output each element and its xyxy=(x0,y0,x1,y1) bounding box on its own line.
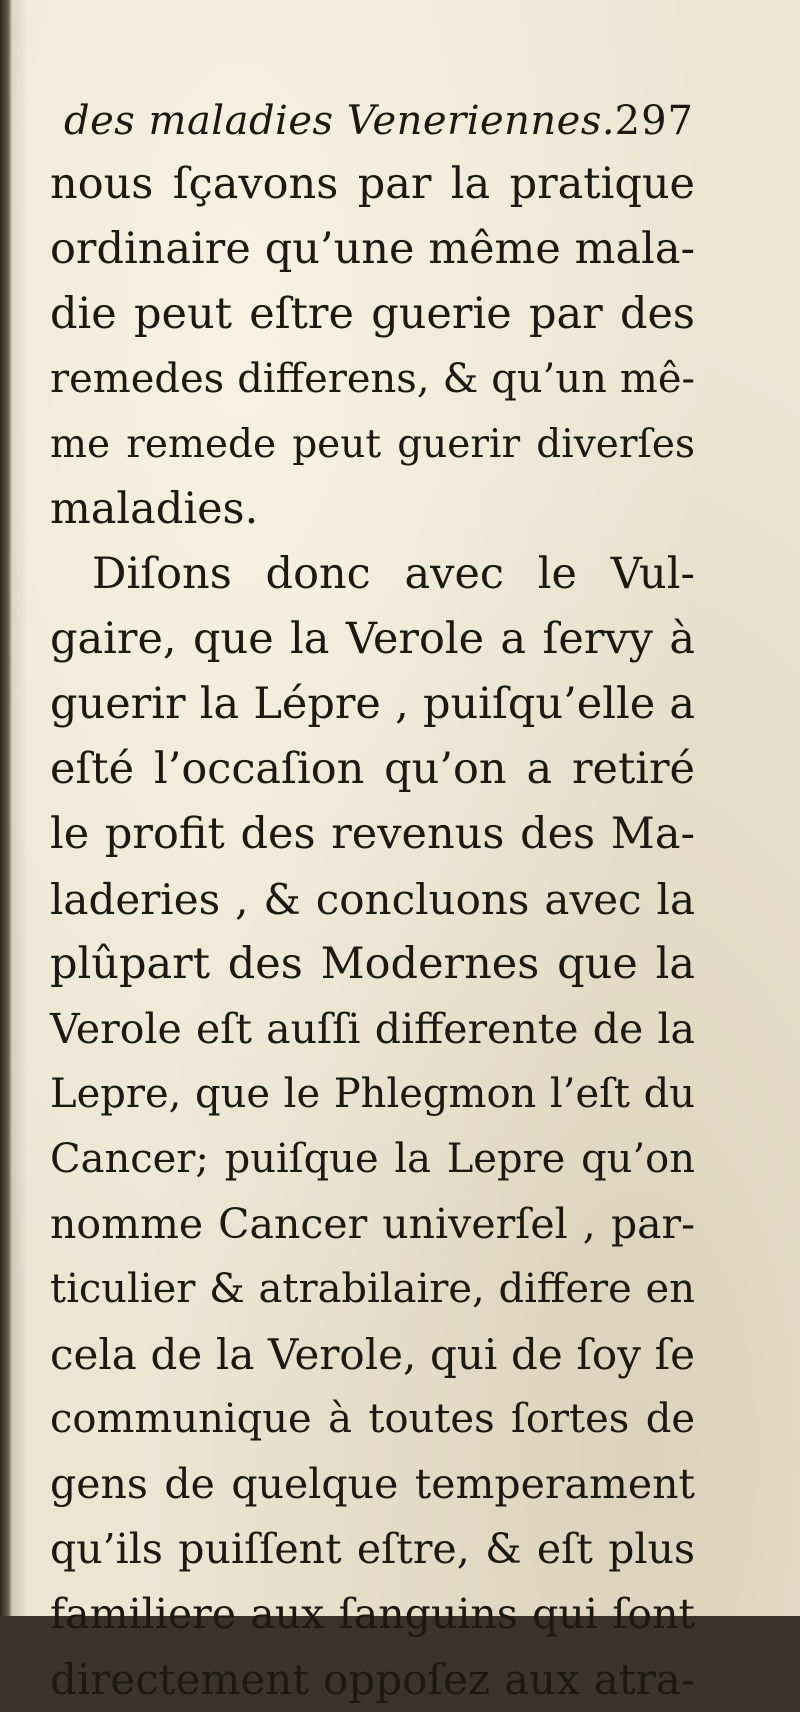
text-line: directement oppoſez aux atra- xyxy=(50,1655,695,1704)
text-line: ticulier & atrabilaire, differe en xyxy=(50,1266,695,1312)
text-line: Verole eſt auſſi differente de la xyxy=(50,1005,695,1053)
text-line: ordinaire qu’une même mala- xyxy=(50,224,695,274)
text-line: familiere aux ſanguins qui ſont xyxy=(50,1590,695,1638)
text-line: communique à toutes ſortes de xyxy=(50,1396,695,1442)
text-line: guerir la Lépre , puiſqu’elle a xyxy=(50,679,695,729)
text-line: laderies , & concluons avec la xyxy=(50,875,695,924)
text-line: nous ſçavons par la pratique xyxy=(50,159,695,209)
book-spine-shadow xyxy=(0,0,12,1616)
text-line: me remede peut guerir diverſes xyxy=(50,422,695,467)
text-line: die peut eſtre guerie par des xyxy=(50,289,695,339)
page-number: 297 xyxy=(614,98,694,144)
text-line: nomme Cancer univerſel , par- xyxy=(50,1200,695,1248)
text-line: maladies. xyxy=(50,484,259,534)
text-line: cela de la Verole, qui de ſoy ſe xyxy=(50,1330,695,1379)
page-header xyxy=(64,98,694,150)
text-line: qu’ils puiſſent eſtre, & eſt plus xyxy=(50,1525,695,1573)
text-line: Cancer; puiſque la Lepre qu’on xyxy=(50,1136,695,1182)
text-line: remedes differens, & qu’un mê- xyxy=(50,356,695,402)
running-title: des maladies Veneriennes. xyxy=(64,98,616,144)
text-line: plûpart des Modernes que la xyxy=(50,939,695,989)
text-line: gens de quelque temperament xyxy=(50,1460,695,1508)
text-line: Lepre, que le Phlegmon l’eſt du xyxy=(50,1071,695,1117)
body-text xyxy=(50,152,695,1712)
text-line: gaire, que la Verole a ſervy à xyxy=(50,614,695,664)
text-line: Diſons donc avec le Vul- xyxy=(92,549,695,599)
text-line: le profit des revenus des Ma- xyxy=(50,809,695,859)
text-line: eſté l’occaſion qu’on a retiré xyxy=(50,744,695,794)
